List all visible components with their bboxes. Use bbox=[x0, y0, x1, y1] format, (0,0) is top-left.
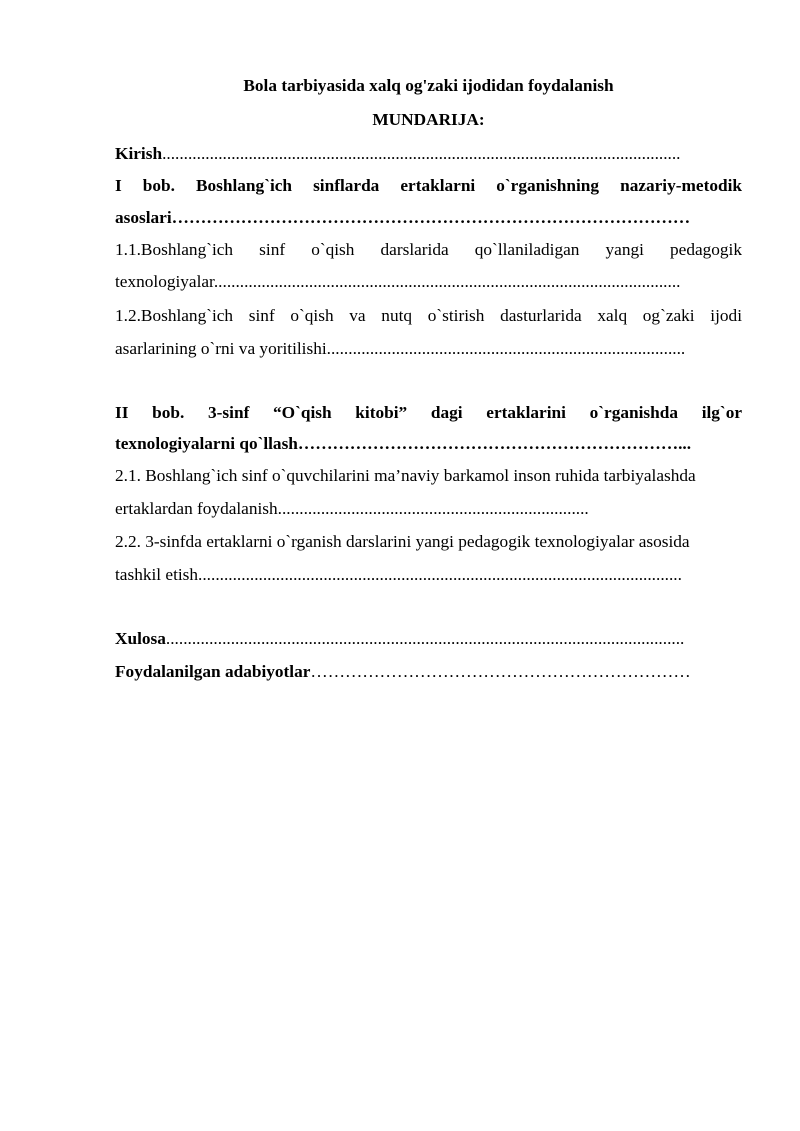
toc-entry-references bbox=[115, 661, 742, 683]
toc-entry-intro bbox=[115, 143, 742, 165]
toc-entry-conclusion-label: Xulosa bbox=[115, 629, 166, 648]
toc-entry-conclusion bbox=[115, 628, 742, 650]
toc-leader-dots: ........................................................................................................................ bbox=[162, 144, 681, 163]
toc-entry-chapter1-label: asoslari bbox=[115, 208, 172, 227]
toc-entry-1-2-line1: 1.2.Boshlang`ich sinf o`qish va nutq o`stirish dasturlarida xalq og`zaki ijodi bbox=[115, 306, 742, 325]
toc-entry-chapter2-line1: II bob. 3-sinf “O`qish kitobi” dagi ertaklarini o`rganishda ilg`or bbox=[115, 403, 742, 422]
toc-entry-1-1-line1: 1.1.Boshlang`ich sinf o`qish darslarida qo`llaniladigan yangi pedagogik bbox=[115, 240, 742, 259]
toc-entry-2-2-line2: tashkil etish................................................................................................................ bbox=[115, 565, 682, 584]
document-title: Bola tarbiyasida xalq og'zaki ijodidan foydalanish bbox=[243, 76, 614, 95]
toc-leader-dots: …………………………………………………………... bbox=[297, 434, 692, 453]
toc-entry-chapter1-line1: I bob. Boshlang`ich sinflarda ertaklarni o`rganishning nazariy-metodik bbox=[115, 176, 742, 195]
toc-heading: MUNDARIJA: bbox=[372, 110, 485, 129]
toc-entry-1-2-line2: asarlarining o`rni va yoritilishi................................................................................... bbox=[115, 339, 686, 358]
toc-entry-chapter1-line2 bbox=[115, 207, 742, 229]
toc-leader-dots: ……………………………………………………………………………… bbox=[171, 208, 691, 227]
toc-entry-chapter2-line2 bbox=[115, 433, 742, 455]
toc-entry-chapter2-label: texnologiyalarni qo`llash bbox=[115, 434, 298, 453]
toc-entry-references-label: Foydalanilgan adabiyotlar bbox=[115, 662, 311, 681]
toc-entry-2-1-line2: ertaklardan foydalanish........................................................................ bbox=[115, 499, 589, 518]
toc-entry-2-1-line1: 2.1. Boshlang`ich sinf o`quvchilarini ma’naviy barkamol inson ruhida tarbiyalashda bbox=[115, 466, 696, 485]
toc-entry-1-1-line2: texnologiyalar............................................................................................................ bbox=[115, 272, 681, 291]
toc-leader-dots: ........................................................................................................................ bbox=[165, 629, 685, 648]
toc-entry-2-2-line1: 2.2. 3-sinfda ertaklarni o`rganish darslarini yangi pedagogik texnologiyalar asosida bbox=[115, 532, 690, 551]
toc-leader-dots: ………………………………………………………… bbox=[310, 662, 691, 681]
toc-entry-intro-label: Kirish bbox=[115, 144, 163, 163]
